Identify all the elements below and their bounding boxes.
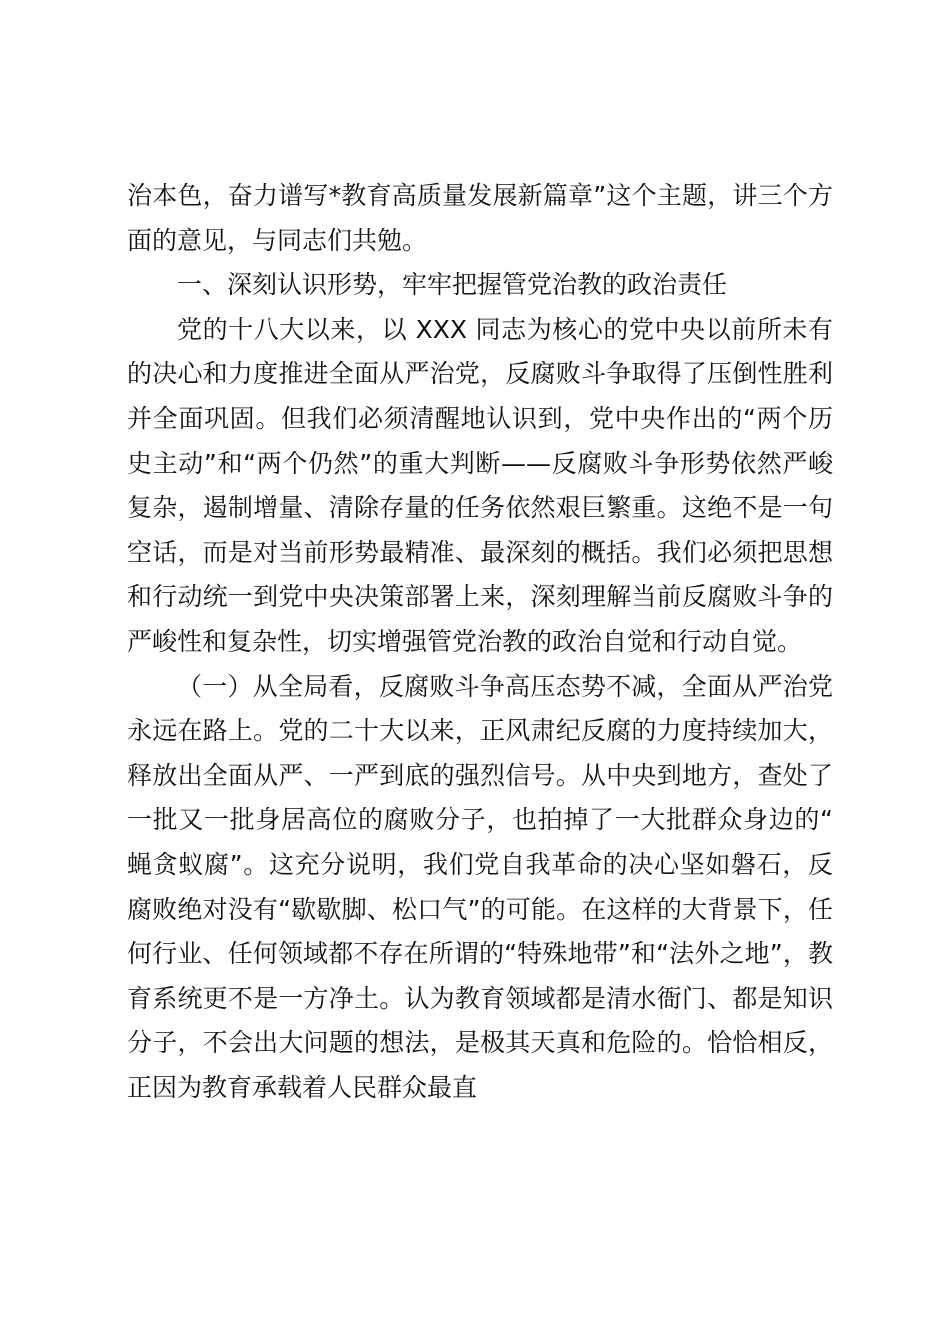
paragraph-subsection-one: （一）从全局看，反腐败斗争高压态势不减，全面从严治党永远在路上。党的二十大以来，正风肃纪反腐的力度持续加大，释放出全面从严、一严到底的强烈信号。从中央到地方，查处了一批又一批身居高位的腐败分子，也拍掉了一大批群众身边的“蝇贪蚁腐”。这充分说明，我们党自我革命的决心坚如磐石，反腐败绝对没有“歇歇脚、松口气”的可能。在这样的大背景下，任何行业、任何领域都不存在所谓的“特殊地带”和“法外之地”，教育系统更不是一方净土。认为教育领域都是清水衙门、都是知识分子，不会出大问题的想法，是极其天真和危险的。恰恰相反，正因为教育承载着人民群众最直 [127, 671, 833, 1102]
document-body [127, 174, 833, 1110]
paragraph-continuation: 治本色，奋力谱写*教育高质量发展新篇章”这个主题，讲三个方面的意见，与同志们共勉。 [127, 181, 833, 255]
paragraph-intro: 党的十八大以来，以 XXX 同志为核心的党中央以前所未有的决心和力度推进全面从严治党，反腐败斗争取得了压倒性胜利并全面巩固。但我们必须清醒地认识到，党中央作出的“两个历史主动”和“两个仍然”的重大判断——反腐败斗争形势依然严峻复杂，遏制增量、清除存量的任务依然艰巨繁重。这绝不是一句空话，而是对当前形势最精准、最深刻的概括。我们必须把思想和行动统一到党中央决策部署上来，深刻理解当前反腐败斗争的严峻性和复杂性，切实增强管党治教的政治自觉和行动自觉。 [127, 314, 833, 656]
section-heading: 一、深刻认识形势，牢牢把握管党治教的政治责任 [177, 270, 728, 300]
